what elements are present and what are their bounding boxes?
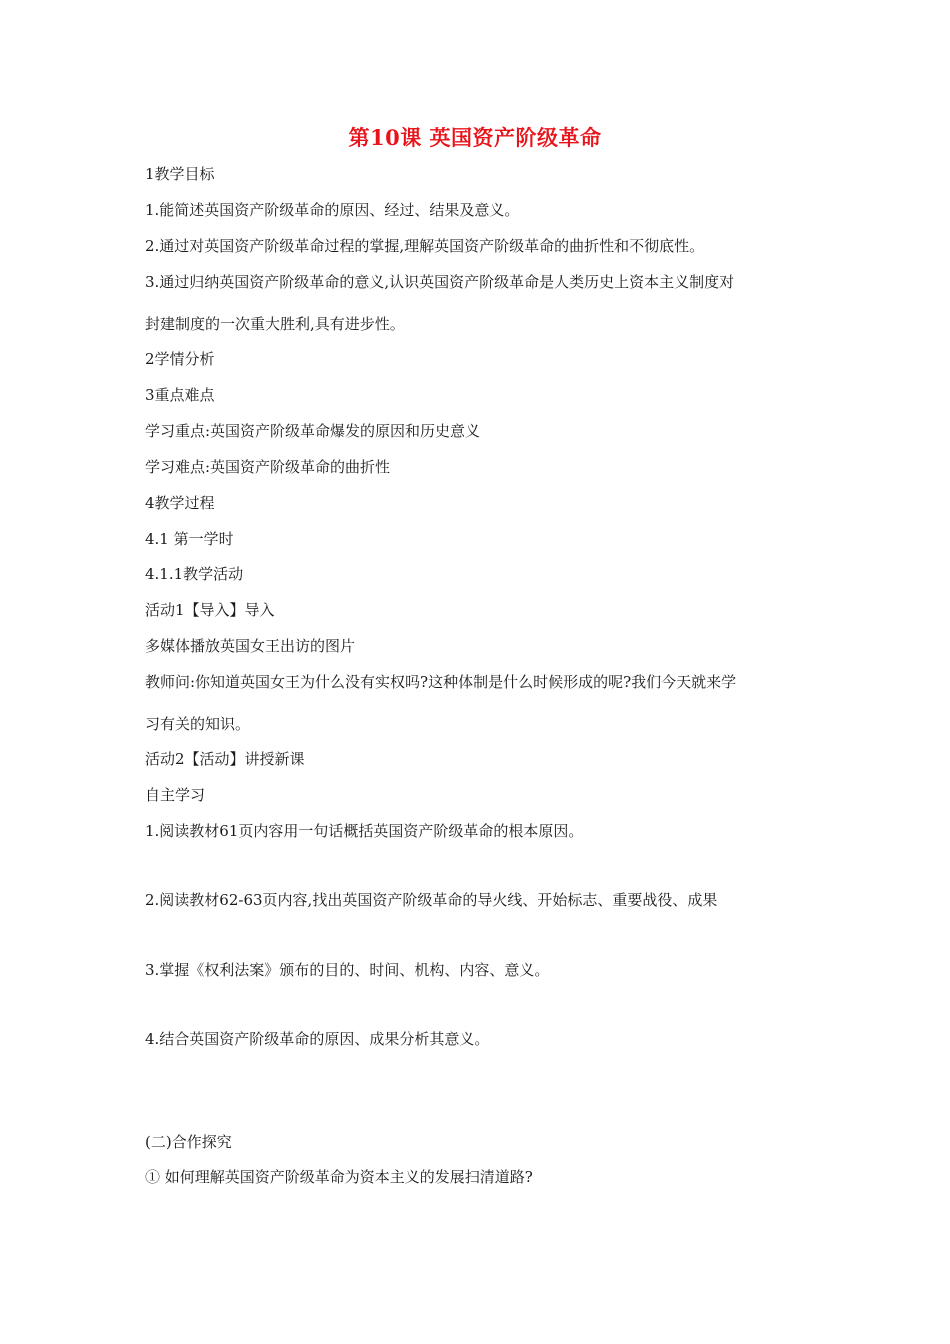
self-study-item-2: 2.阅读教材62-63页内容,找出英国资产阶级革命的导火线、开始标志、重要战役、成果 [145, 891, 718, 909]
inquiry-question-1: ① 如何理解英国资产阶级革命为资本主义的发展扫清道路? [145, 1168, 533, 1186]
heading-key-points: 3重点难点 [145, 386, 215, 404]
activity-1-text: 多媒体播放英国女王出访的图片 [145, 637, 356, 655]
heading-teaching-process: 4教学过程 [145, 494, 215, 512]
key-point-difficulty: 学习难点:英国资产阶级革命的曲折性 [145, 458, 391, 476]
teacher-question: 教师问:你知道英国女王为什么没有实权吗?这种体制是什么时候形成的呢?我们今天就来学 [145, 673, 737, 691]
self-study-item-3: 3.掌握《权利法案》颁布的目的、时间、机构、内容、意义。 [145, 961, 550, 979]
goal-item-1: 1.能简述英国资产阶级革命的原因、经过、结果及意义。 [145, 201, 520, 219]
teacher-question-continued: 习有关的知识。 [145, 715, 251, 733]
subheading-first-period: 4.1 第一学时 [145, 530, 234, 548]
self-study-heading: 自主学习 [145, 786, 206, 804]
activity-2-heading: 活动2【活动】讲授新课 [145, 750, 305, 768]
cooperative-inquiry-heading: (二)合作探究 [145, 1133, 232, 1151]
goal-item-2: 2.通过对英国资产阶级革命过程的掌握,理解英国资产阶级革命的曲折性和不彻底性。 [145, 237, 705, 255]
activity-1-heading: 活动1【导入】导入 [145, 601, 275, 619]
heading-student-analysis: 2学情分析 [145, 350, 215, 368]
subheading-teaching-activities: 4.1.1教学活动 [145, 565, 244, 583]
self-study-item-1: 1.阅读教材61页内容用一句话概括英国资产阶级革命的根本原因。 [145, 822, 584, 840]
heading-teaching-goals: 1教学目标 [145, 165, 215, 183]
document-title: 第10课 英国资产阶级革命 [348, 125, 602, 150]
key-point-focus: 学习重点:英国资产阶级革命爆发的原因和历史意义 [145, 422, 481, 440]
goal-item-3-continued: 封建制度的一次重大胜利,具有进步性。 [145, 315, 405, 333]
goal-item-3: 3.通过归纳英国资产阶级革命的意义,认识英国资产阶级革命是人类历史上资本主义制度对 [145, 273, 735, 291]
self-study-item-4: 4.结合英国资产阶级革命的原因、成果分析其意义。 [145, 1030, 490, 1048]
